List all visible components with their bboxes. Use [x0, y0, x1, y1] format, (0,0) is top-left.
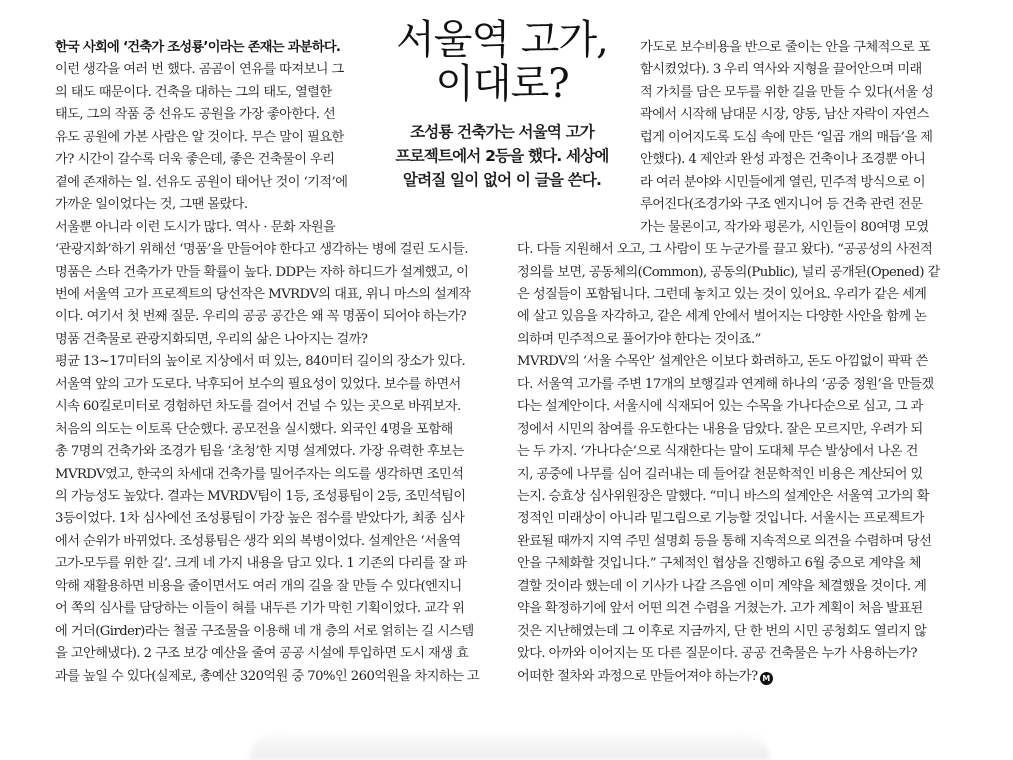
body-line: 는 두 가지. ‘가나다순’으로 식재한다는 말이 도대체 무슨 발상에서 나온 건 [517, 444, 918, 460]
body-line: 안을 구체화할 것입니다.” 구체적인 협상을 진행하고 6월 중으로 계약을 체 [517, 556, 921, 572]
body-line: 의하며 민주적으로 풀어가야 한다는 것이죠.” [517, 331, 761, 347]
body-line: 았다. 아까와 이어지는 또 다른 질문이다. 공공 건축물은 누가 사용하는가? [517, 646, 918, 662]
end-mark-icon: M [760, 672, 773, 685]
deck-subtitle [386, 120, 618, 192]
lead-sentence: 한국 사회에 ‘건축가 조성룡’이라는 존재는 과분하다. [55, 40, 341, 55]
headline-block [386, 18, 618, 192]
deck-line-1: 조성룡 건축가는 서울역 고가 [410, 123, 594, 141]
body-line: 악해 재활용하면 비용을 줄이면서도 여러 개의 길을 잘 만들 수 있다(엔지니 [55, 578, 462, 594]
body-line: 완료될 때까지 지역 주민 설명회 등을 통해 지속적으로 의견을 수렴하며 당선 [517, 533, 932, 549]
body-line: 곁에 존재하는 일. 선유도 공원이 태어난 것이 ‘기적’에 [55, 174, 348, 190]
body-line: 함시켰었다). 3 우리 역사와 지형을 끌어안으며 미래 [640, 62, 922, 78]
body-line: 는지. 승효상 심사위원장은 말했다. “미니 바스의 설계안은 서울역 고가의 확 [517, 489, 929, 504]
body-line: 정의를 보면, 공동체의(Common), 공동의(Public), 널리 공개된(Opened) 같 [517, 264, 940, 280]
body-line: 의 가능성도 높았다. 결과는 MVRDV팀이 1등, 조성룡팀이 2등, 조민석팀이 [55, 489, 466, 504]
body-line: 적 가치를 담은 모두를 위한 길을 만들 수 있다(서울 성 [640, 84, 934, 100]
body-line: 곽에서 시작해 남대문 시장, 양동, 남산 자락이 자연스 [640, 107, 929, 123]
body-line: 태도, 그의 작품 중 선유도 공원을 가장 좋아한다. 선 [55, 107, 336, 123]
body-line: 서울뿐 아니라 이런 도시가 많다. 역사 · 문화 자원을 [55, 219, 336, 235]
body-line: 이다. 여기서 첫 번째 질문. 우리의 공공 공간은 왜 꼭 명품이 되어야 하는가? [55, 309, 466, 325]
body-line: 루어진다(조경가와 구조 엔지니어 등 건축 관련 전문 [640, 197, 923, 213]
body-line: 정에서 시민의 참여를 유도한다는 내용을 담았다. 잘은 모르지만, 우려가 되 [517, 421, 923, 437]
body-line: 정적인 미래상이 아니라 밑그림으로 기능할 것입니다. 서울시는 프로젝트가 [517, 511, 924, 527]
body-line: 유도 공원에 가본 사람은 알 것이다. 무슨 말이 필요한 [55, 129, 344, 145]
body-line: 가? 시간이 갈수록 더욱 좋은데, 좋은 건축물이 우리 [55, 152, 335, 168]
body-line: 것은 지난해였는데 그 이후로 지금까지, 단 한 번의 시민 공청회도 열리지 않 [517, 623, 927, 639]
body-line: 을 고안해냈다). 2 구조 보강 예산을 줄여 공공 시설에 투입하면 도시 재생 효 [55, 646, 469, 662]
headline-line-2: 이대로? [435, 61, 569, 107]
last-line-text: 어떠한 절차와 과정으로 만들어져야 하는가? [517, 668, 758, 684]
body-line: 총 7명의 건축가와 조경가 팀을 ‘초청’한 지명 설계였다. 가장 유력한 후보는 [55, 444, 464, 460]
body-line: 안했다). 4 제안과 완성 과정은 건축이나 조경뿐 아니 [640, 152, 926, 168]
body-line: 에 거더(Girder)라는 철골 구조물을 이용해 네 개 층의 서로 얽히는 길 시스템 [55, 623, 474, 639]
body-line: 의 태도 때문이다. 건축을 대하는 그의 태도, 열렬한 [55, 84, 332, 100]
body-line: 지, 공중에 나무를 심어 길러내는 데 들어갈 천문학적인 비용은 계산되어 있 [517, 466, 923, 482]
body-line: 고가-모두를 위한 길’. 크게 네 가지 내용을 담고 있다. 1 기존의 다리를 잘 파 [55, 556, 467, 572]
body-line: 이런 생각을 여러 번 했다. 곰곰이 연유를 따져보니 그 [55, 62, 344, 78]
body-line: 다. 서울역 고가를 주변 17개의 보행길과 연계해 하나의 ‘공중 정원’을 만들겠 [517, 376, 934, 392]
body-line: ‘관광지화’하기 위해선 ‘명품’을 만들어야 한다고 생각하는 병에 걸린 도시들. [55, 242, 469, 258]
body-line: 가도로 보수비용을 반으로 줄이는 안을 구체적으로 포 [640, 40, 931, 55]
headline-line-1: 서울역 고가, [396, 17, 608, 63]
headline [386, 18, 618, 106]
body-line [517, 666, 773, 689]
body-line: 라 여러 분야와 시민들에게 열린, 민주적 방식으로 이 [640, 174, 926, 190]
body-line: 에 살고 있음을 자각하고, 같은 세계 안에서 벌어지는 다양한 사안을 함께 논 [517, 309, 927, 325]
body-line: 에서 순위가 바뀌었다. 조성룡팀은 생각 외의 복병이었다. 설계안은 ‘서울역 [55, 533, 461, 549]
body-line: 가는 물론이고, 작가와 평론가, 시인들이 80여명 모였 [640, 219, 929, 235]
body-line: 서울역 앞의 고가 도로다. 낙후되어 보수의 필요성이 있었다. 보수를 하면서 [55, 376, 461, 392]
body-line: 평균 13~17미터의 높이로 지상에서 떠 있는, 840미터 길이의 장소가 있다. [55, 354, 466, 370]
body-line: 럽게 이어지도록 도심 속에 만든 ‘일곱 개의 매듭’을 제 [640, 129, 933, 145]
body-line: MVRDV였고, 한국의 차세대 건축가를 밀어주자는 의도를 생각하면 조민석 [55, 466, 464, 482]
body-line: 과를 높일 수 있다(실제로, 총예산 320억원 중 70%인 260억원을 차지하는 고 [55, 668, 480, 684]
body-line: 번에 서울역 고가 프로젝트의 당선작은 MVRDV의 대표, 위니 마스의 설계작 [55, 286, 471, 302]
body-line: MVRDV의 ‘서울 수목안’ 설계안은 이보다 화려하고, 돈도 아낌없이 팍팍 쓴 [517, 354, 928, 370]
body-line: 명품 건축물로 관광지화되면, 우리의 삶은 나아지는 걸까? [55, 331, 368, 347]
body-line: 다는 설계안이다. 서울시에 식재되어 있는 수목을 가나다순으로 심고, 그 과 [517, 399, 923, 415]
deck-line-2: 프로젝트에서 2등을 했다. 세상에 [395, 147, 609, 165]
body-line: 시속 60킬로미터로 경험하던 차도를 걸어서 건널 수 있는 곳으로 바꿔보자. [55, 399, 461, 415]
deck-line-3: 알려질 일이 없어 이 글을 쓴다. [402, 171, 602, 189]
body-line: 약을 확정하기에 앞서 어떤 의견 수렴을 거쳤는가. 고가 계획이 처음 발표된 [517, 601, 923, 617]
body-line: 은 성질들이 포함됩니다. 그런데 놓치고 있는 것이 있어요. 우리가 같은 세계 [517, 286, 927, 302]
body-line: 가까운 일이었다는 것, 그땐 몰랐다. [55, 197, 248, 213]
body-line: 명품은 스타 건축가가 만들 확률이 높다. DDP는 자하 하디드가 설계했고, 이 [55, 264, 469, 280]
body-line: 어 쪽의 심사를 담당하는 이들이 혀를 내두른 기가 막힌 기획이었다. 교각 위 [55, 601, 465, 617]
body-line: 결할 것이라 했는데 이 기사가 나갈 즈음엔 이미 계약을 체결했을 것이다. 계 [517, 578, 927, 594]
body-line: 처음의 의도는 이토록 단순했다. 공모전을 실시했다. 외국인 4명을 포함해 [55, 421, 453, 437]
page-shadow [250, 730, 770, 760]
body-line: 다. 다들 지원해서 오고, 그 사람이 또 누군가를 끌고 왔다). “공공성의 사전적 [517, 242, 933, 258]
body-line: 3등이었다. 1차 심사에선 조성룡팀이 가장 높은 점수를 받았다가, 최종 심사 [55, 511, 465, 527]
